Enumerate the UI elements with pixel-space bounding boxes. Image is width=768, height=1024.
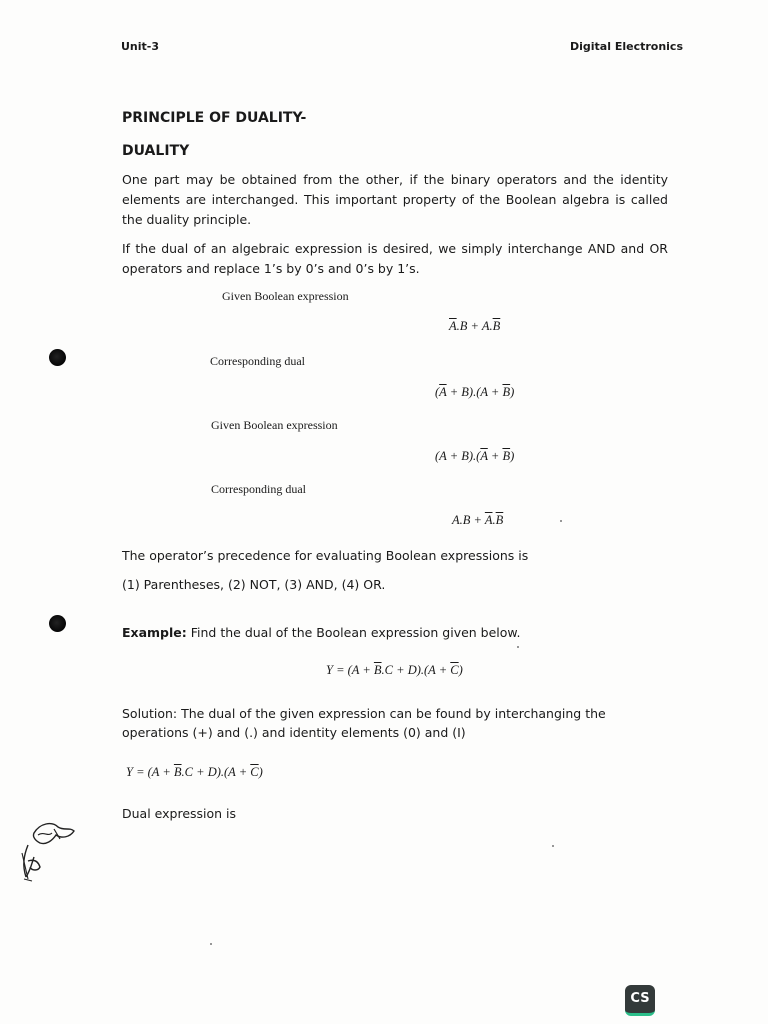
speck [517, 646, 519, 648]
speck [210, 943, 212, 945]
example-expression: $Y = (A + \overline{B}.C + D).(A + \overline{C})$ [326, 663, 463, 677]
example-label: Example: [122, 625, 187, 640]
precedence-order: (1) Parentheses, (2) NOT, (3) AND, (4) OR. [122, 577, 386, 592]
solution-line-2: operations (+) and (.) and identity elements (0) and (I) [122, 725, 466, 740]
speck [552, 845, 554, 847]
duality-definition: One part may be obtained from the other, if the binary operators and the identity elements are interchanged. This important property of the Boolean algebra is called the duality principle. [122, 172, 668, 227]
example-statement [122, 623, 668, 643]
solution-expression: $Y = (A + \overline{B}.C + D).(A + \overline{C})$ [126, 765, 263, 779]
dual-label-2: Corresponding dual [211, 482, 306, 496]
scanner-logo: CS [625, 985, 655, 1016]
given-label-2: Given Boolean expression [211, 418, 338, 432]
solution-line-1: Solution: The dual of the given expression can be found by interchanging the [122, 706, 606, 721]
dual-label-1: Corresponding dual [210, 354, 305, 368]
given-expression-2: $(A + B).(\overline{A} + \overline{B})$ [435, 449, 515, 463]
subject-label: Digital Electronics [570, 40, 684, 53]
dual-rule: If the dual of an algebraic expression is desired, we simply interchange AND and OR operators and replace 1’s by 0’s and 0’s by 1’s. [122, 241, 668, 276]
sub-title: DUALITY [122, 143, 190, 159]
example-text: Find the dual of the Boolean expression given below. [186, 625, 521, 640]
given-expression-1: $\overline{A}.B + A.\overline{B}$ [449, 319, 501, 333]
punch-hole-top [49, 349, 66, 366]
dual-expression-2: $A.B + \overline{A}.\overline{B}$ [452, 513, 504, 527]
given-label-1: Given Boolean expression [222, 289, 349, 303]
precedence-intro: The operator’s precedence for evaluating Boolean expressions is [122, 548, 529, 563]
dual-expression-label: Dual expression is [122, 806, 237, 821]
handwritten-signature [18, 815, 80, 887]
dual-expression-1: $(\overline{A} + B).(A + \overline{B})$ [435, 385, 515, 399]
punch-hole-bottom [49, 615, 66, 632]
unit-label: Unit-3 [121, 40, 160, 53]
speck [560, 520, 562, 522]
section-title: PRINCIPLE OF DUALITY- [122, 110, 307, 126]
